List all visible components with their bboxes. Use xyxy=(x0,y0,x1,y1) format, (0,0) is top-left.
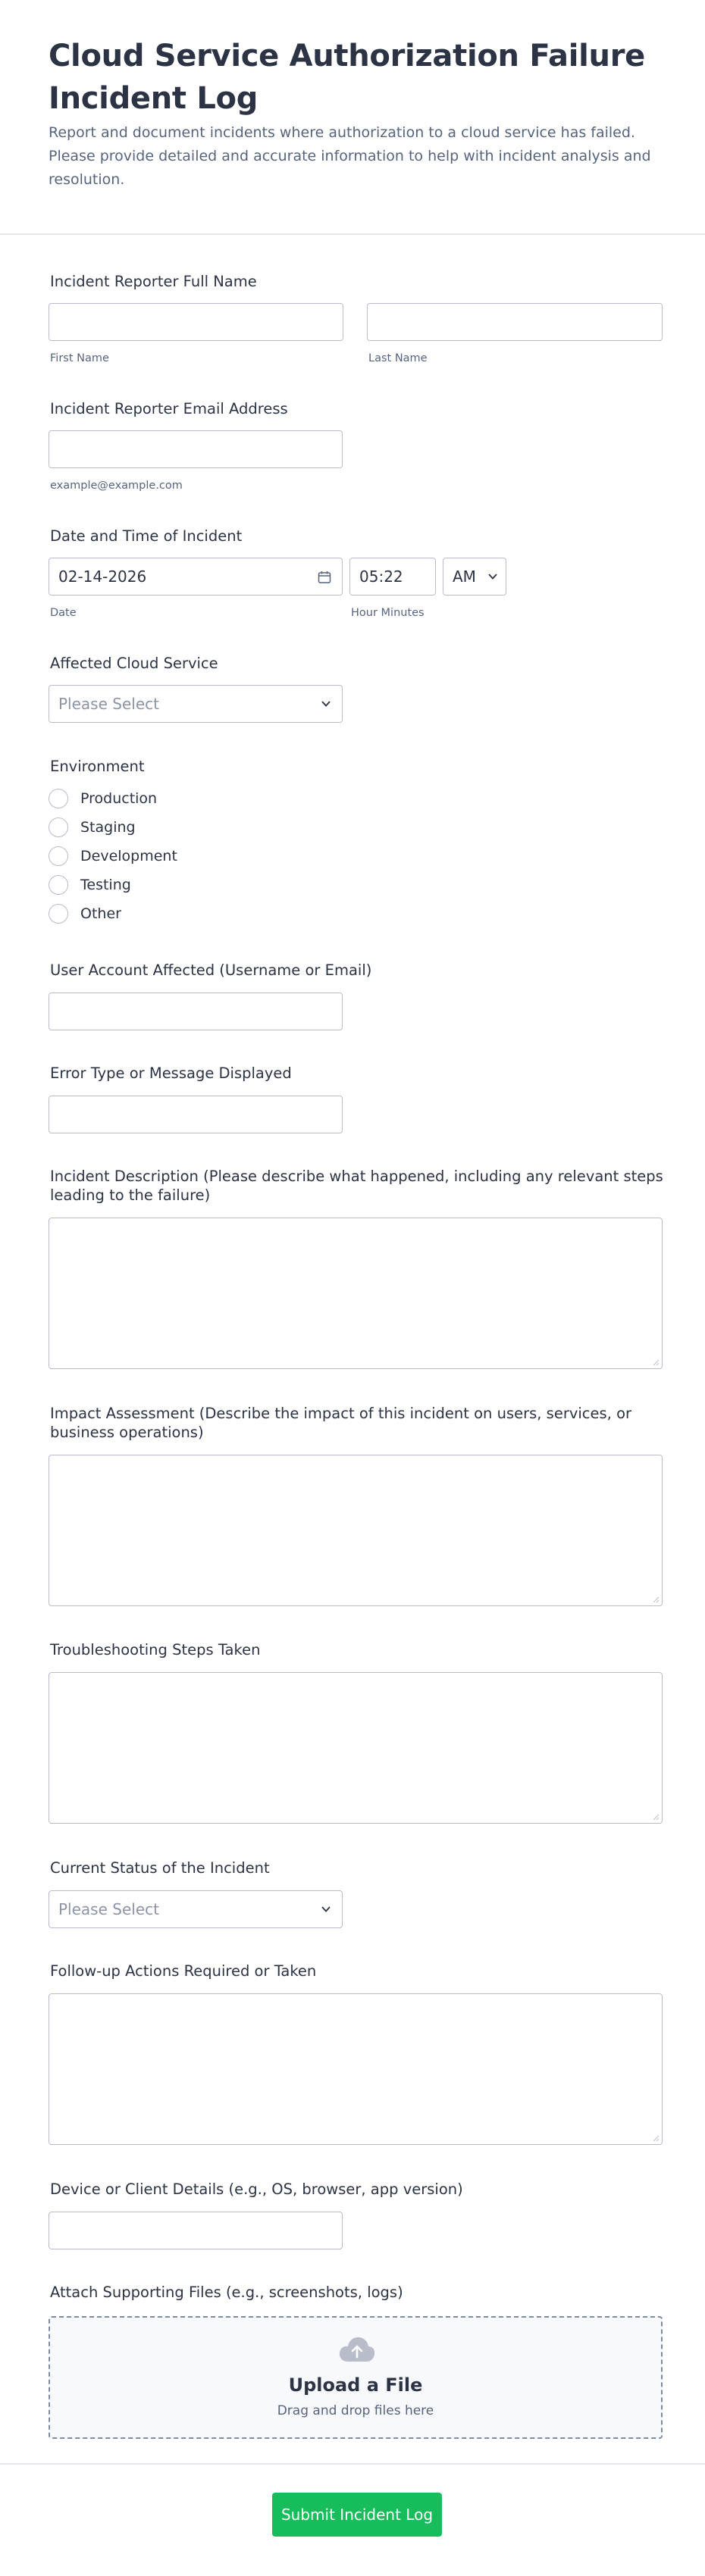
radio-other[interactable] xyxy=(49,903,121,924)
radio-label: Staging xyxy=(80,819,136,836)
form-header xyxy=(0,0,705,235)
radio-development[interactable] xyxy=(49,846,177,867)
current-status-select[interactable] xyxy=(49,1890,343,1928)
environment-label: Environment xyxy=(50,758,145,775)
upload-title: Upload a File xyxy=(288,2374,423,2396)
impact-assessment-label: Impact Assessment (Describe the impact of this incident on users, services, or business operations) xyxy=(50,1405,632,1441)
reporter-name-label: Incident Reporter Full Name xyxy=(50,273,257,290)
affected-service-select[interactable] xyxy=(49,685,343,723)
date-input[interactable] xyxy=(49,558,343,596)
resize-grip-icon[interactable] xyxy=(652,1813,660,1821)
form-subtitle: Report and document incidents where authorization to a cloud service has failed. Please provide detailed and accurate information to help with incident analysis and resolution. xyxy=(49,124,651,188)
chevron-down-icon xyxy=(487,571,498,582)
incident-description-textarea[interactable] xyxy=(49,1218,663,1369)
user-account-input[interactable] xyxy=(49,993,343,1030)
radio-label: Other xyxy=(80,905,121,922)
radio-label: Production xyxy=(80,790,158,807)
radio-circle-icon[interactable] xyxy=(49,818,68,837)
submit-button[interactable]: Submit Incident Log xyxy=(272,2493,442,2537)
incident-description-label: Incident Description (Please describe what happened, including any relevant steps leading to the failure) xyxy=(50,1168,663,1204)
ampm-value: AM xyxy=(453,567,476,586)
time-value: 05:22 xyxy=(359,567,403,586)
email-sublabel: example@example.com xyxy=(50,480,183,492)
last-name-sublabel: Last Name xyxy=(368,352,428,364)
form-title: Cloud Service Authorization Failure Incident Log xyxy=(49,39,645,116)
radio-circle-icon[interactable] xyxy=(49,789,68,808)
error-type-label: Error Type or Message Displayed xyxy=(50,1064,292,1082)
file-upload-dropzone[interactable] xyxy=(49,2316,663,2439)
ampm-select[interactable] xyxy=(443,558,506,596)
incident-datetime-label: Date and Time of Incident xyxy=(50,527,243,545)
calendar-icon[interactable] xyxy=(318,571,331,584)
chevron-down-icon xyxy=(321,699,331,709)
time-input[interactable] xyxy=(349,558,436,596)
radio-label: Development xyxy=(80,848,177,864)
footer-divider xyxy=(0,2463,705,2465)
first-name-input[interactable] xyxy=(49,303,343,341)
cloud-upload-icon xyxy=(338,2334,376,2365)
followup-textarea[interactable] xyxy=(49,1993,663,2145)
attachments-label: Attach Supporting Files (e.g., screenshots, logs) xyxy=(50,2284,403,2301)
radio-staging[interactable] xyxy=(49,817,136,838)
radio-label: Testing xyxy=(80,877,131,893)
error-type-input[interactable] xyxy=(49,1096,343,1133)
troubleshooting-label: Troubleshooting Steps Taken xyxy=(50,1641,261,1658)
date-value: 02-14-2026 xyxy=(58,567,147,586)
resize-grip-icon[interactable] xyxy=(652,2134,660,2142)
last-name-input[interactable] xyxy=(367,303,663,341)
radio-circle-icon[interactable] xyxy=(49,846,68,866)
time-sublabel: Hour Minutes xyxy=(351,607,425,619)
resize-grip-icon[interactable] xyxy=(652,1596,660,1603)
followup-label: Follow-up Actions Required or Taken xyxy=(50,1962,317,1980)
affected-service-placeholder: Please Select xyxy=(58,695,159,713)
device-details-label: Device or Client Details (e.g., OS, browser, app version) xyxy=(50,2181,463,2198)
radio-circle-icon[interactable] xyxy=(49,875,68,895)
chevron-down-icon xyxy=(321,1904,331,1915)
troubleshooting-textarea[interactable] xyxy=(49,1672,663,1824)
upload-hint: Drag and drop files here xyxy=(277,2403,434,2418)
user-account-label: User Account Affected (Username or Email) xyxy=(50,961,372,979)
radio-circle-icon[interactable] xyxy=(49,904,68,924)
radio-production[interactable] xyxy=(49,788,157,809)
impact-assessment-textarea[interactable] xyxy=(49,1455,663,1606)
affected-service-label: Affected Cloud Service xyxy=(50,655,218,672)
email-input[interactable] xyxy=(49,430,343,468)
radio-testing[interactable] xyxy=(49,874,131,896)
first-name-sublabel: First Name xyxy=(50,352,109,364)
current-status-label: Current Status of the Incident xyxy=(50,1859,270,1877)
device-details-input[interactable] xyxy=(49,2212,343,2249)
reporter-email-label: Incident Reporter Email Address xyxy=(50,400,288,417)
date-sublabel: Date xyxy=(50,607,77,619)
current-status-placeholder: Please Select xyxy=(58,1900,159,1918)
resize-grip-icon[interactable] xyxy=(652,1358,660,1366)
